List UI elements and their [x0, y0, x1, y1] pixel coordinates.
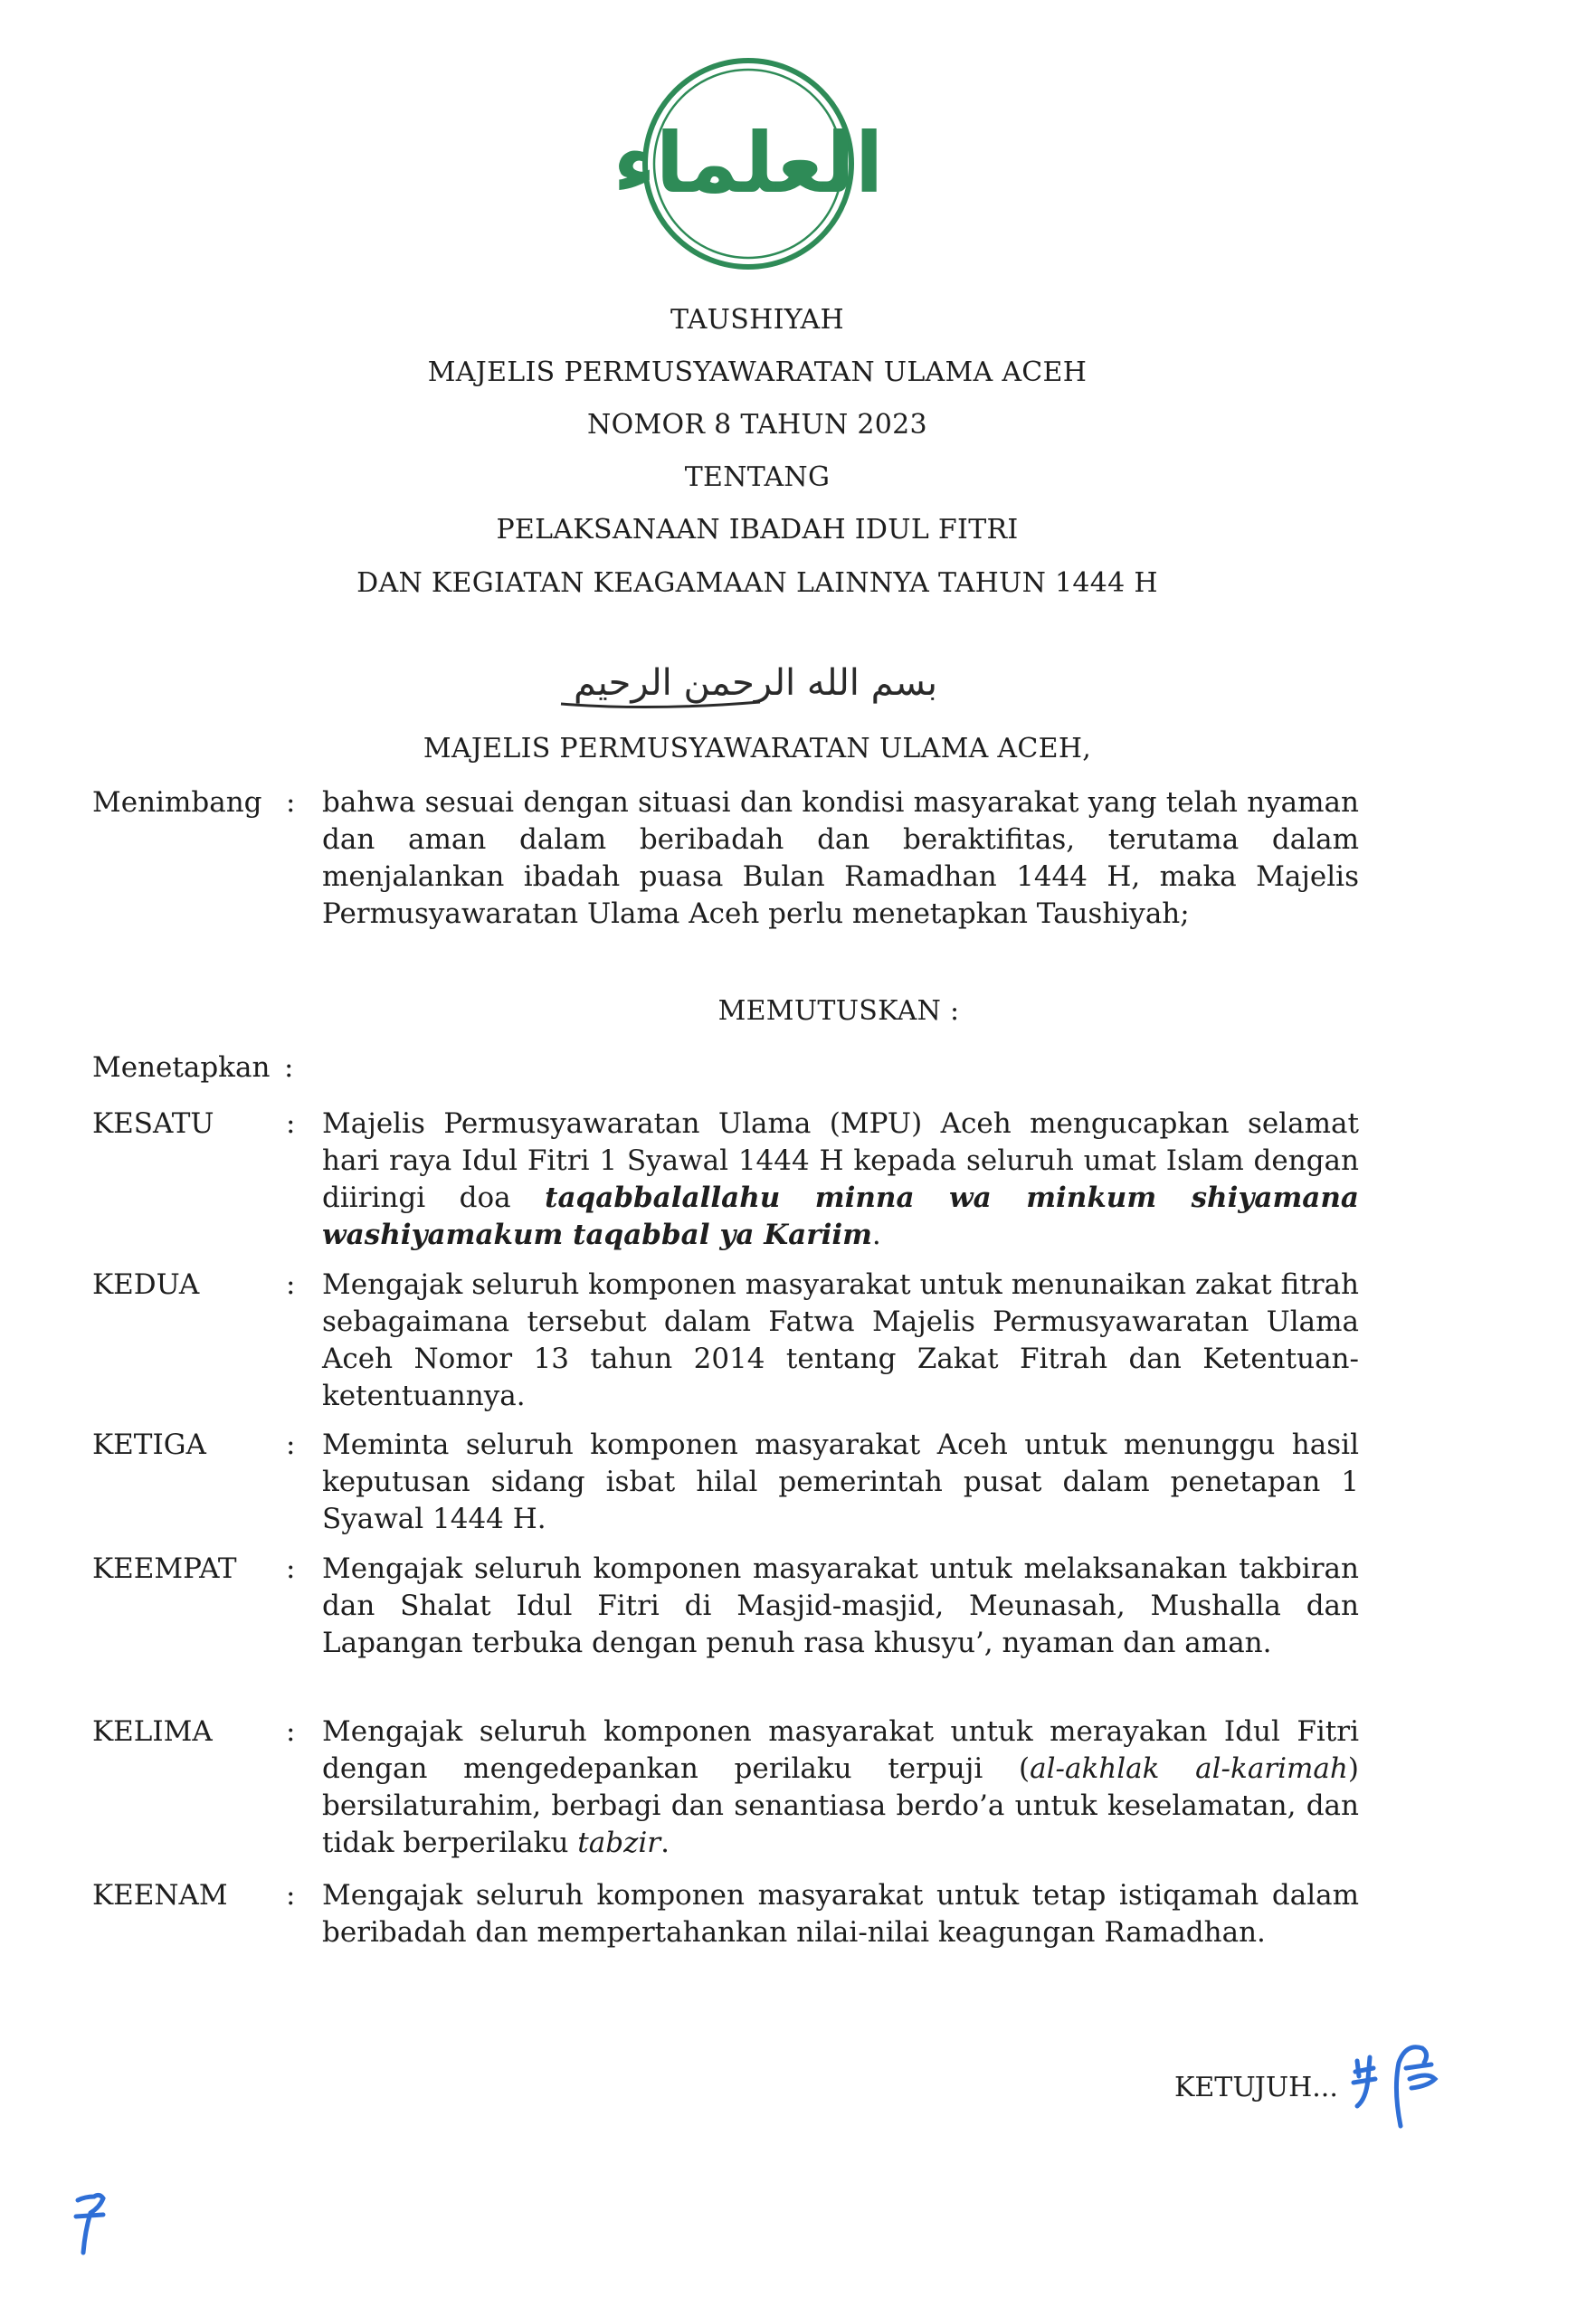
italic-term: al-akhlak al-karimah: [1030, 1752, 1348, 1785]
item-text-plain: Majelis Permusyawaratan Ulama (MPU) Aceh mengucapkan selamat hari raya Idul Fitri 1 Syawal 1444 H kepada seluruh umat Islam dengan diiringi doa: [322, 1107, 1359, 1214]
issuer-line: MAJELIS PERMUSYAWARATAN ULAMA ACEH,: [423, 733, 1092, 764]
menetapkan-colon: :: [284, 1051, 294, 1084]
subject-line-2: DAN KEGIATAN KEAGAMAAN LAINNYA TAHUN 1444 H: [356, 567, 1158, 599]
item-text: Mengajak seluruh komponen masyarakat untuk melaksanakan takbiran dan Shalat Idul Fitri di Masjid-masjid, Meunasah, Mushalla dan Lapangan terbuka dengan penuh rasa khusyu’, nyaman dan aman.: [322, 1552, 1359, 1659]
bismillah-calligraphy: [543, 651, 968, 724]
memutuskan-heading: MEMUTUSKAN :: [717, 995, 960, 1027]
item-text: [322, 1713, 1359, 1862]
item-label: KEENAM: [92, 1879, 228, 1912]
colon: :: [286, 1268, 296, 1301]
item-text-plain: Mengajak seluruh komponen masyarakat untuk merayakan Idul Fitri dengan mengedepankan perilaku terpuji (: [322, 1715, 1359, 1785]
item-text: [322, 1106, 1359, 1254]
italic-term: tabzir: [577, 1827, 661, 1859]
colon: :: [286, 1107, 296, 1140]
institution-name: MAJELIS PERMUSYAWARATAN ULAMA ACEH: [427, 356, 1088, 388]
colon: :: [286, 1879, 296, 1912]
item-text: Mengajak seluruh komponen masyarakat untuk menunaikan zakat fitrah sebagaimana tersebut dalam Fatwa Majelis Permusyawaratan Ulama Aceh Nomor 13 tahun 2014 tentang Zakat Fitrah dan Ketentuan-ketentuannya.: [322, 1268, 1359, 1412]
bismillah-text: بسم الله الرحمن الرحيم: [573, 662, 938, 704]
item-text-end: .: [871, 1219, 881, 1251]
menimbang-text: bahwa sesuai dengan situasi dan kondisi masyarakat yang telah nyaman dan aman dalam beribadah dan beraktifitas, terutama dalam menjalankan ibadah puasa Bulan Ramadhan 1444 H, maka Majelis Permusyawaratan Ulama Aceh perlu menetapkan Taushiyah;: [322, 786, 1359, 930]
subject-line-1: PELAKSANAAN IBADAH IDUL FITRI: [496, 514, 1019, 546]
item-text-end: .: [660, 1827, 670, 1859]
item-label: KESATU: [92, 1107, 214, 1140]
document-number: NOMOR 8 TAHUN 2023: [587, 409, 927, 441]
item-label: KETIGA: [92, 1429, 206, 1461]
colon: :: [286, 1429, 296, 1461]
doa-emphasis: taqabbalallahu minna wa minkum shiyamana washiyamakum taqabbal ya Kariim: [322, 1182, 1359, 1251]
colon: :: [286, 1715, 296, 1748]
item-text: Mengajak seluruh komponen masyarakat untuk tetap istiqamah dalam beribadah dan mempertahankan nilai-nilai keagungan Ramadhan.: [322, 1879, 1359, 1949]
menimbang-label: Menimbang: [92, 786, 262, 819]
page-initial-icon: [63, 2189, 118, 2262]
item-text: Meminta seluruh komponen masyarakat Aceh untuk menunggu hasil keputusan sidang isbat hilal pemerintah pusat dalam penetapan 1 Syawal 1444 H.: [322, 1429, 1359, 1535]
mpu-ulama-logo: [613, 56, 884, 271]
next-page-reference: KETUJUH...: [1174, 2072, 1338, 2103]
item-label: KELIMA: [92, 1715, 213, 1748]
doc-type-title: TAUSHIYAH: [670, 304, 844, 336]
item-label: KEDUA: [92, 1268, 200, 1301]
item-text-middle: ) bersilaturahim, berbagi dan senantiasa berdo’a untuk keselamatan, dan tidak berperilaku: [322, 1752, 1359, 1859]
tentang-label: TENTANG: [684, 461, 831, 493]
colon: :: [286, 1552, 296, 1585]
menetapkan-label: Menetapkan: [92, 1051, 271, 1084]
logo-calligraphy: العلماء: [613, 115, 884, 212]
paraf-initials-icon: [1346, 2036, 1446, 2135]
item-label: KEEMPAT: [92, 1552, 237, 1585]
colon: :: [286, 786, 296, 819]
